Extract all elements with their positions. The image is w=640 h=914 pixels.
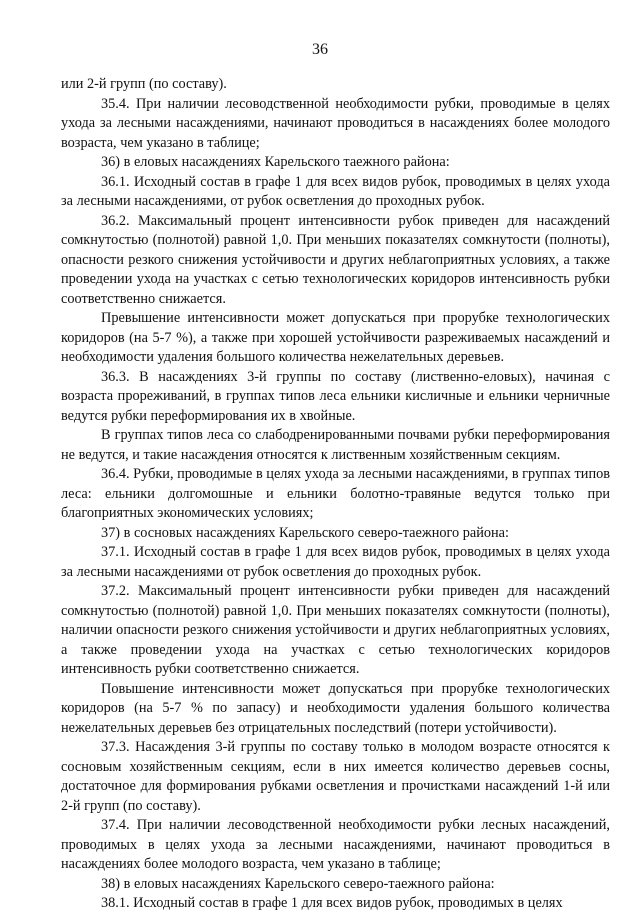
paragraph: 37.4. При наличии лесоводственной необходимости рубки лесных насаждений, проводимых в целях ухода за лесными насаждениями, начинают проводиться в насаждениях более молодого возраста, чем указано в таблице; [61,817,610,872]
paragraph: 36) в еловых насаждениях Карельского таежного района: [101,154,450,170]
paragraph: Повышение интенсивности может допускаться при прорубке технологических коридоров (на 5-7 % по запасу) и необходимости удаления большого количества нежелательных деревьев без отрицательных последствий (потери устойчивости). [61,680,610,736]
paragraph: Превышение интенсивности может допускаться при прорубке технологических коридоров (на 5-7 %), а также при хорошей устойчивости разреживаемых насаждений и необходимости удаления большого количества нежелательных деревьев. [61,310,610,365]
paragraph: 36.3. В насаждениях 3-й группы по составу (лиственно-еловых), начиная с возраста прореживаний, в группах типов леса ельники кисличные и ельники черничные ведутся рубки переформирования их в хвойные. [61,368,610,424]
paragraph: В группах типов леса со слабодренированными почвами рубки переформирования не ведутся, и такие насаждения относятся к лиственным хозяйственным секциям. [61,427,610,463]
paragraph: 37.1. Исходный состав в графе 1 для всех видов рубок, проводимых в целях ухода за лесными насаждениями от рубок осветления до проходных рубок. [61,544,610,580]
page-number: 36 [312,41,328,58]
paragraph: 38.1. Исходный состав в графе 1 для всех видов рубок, проводимых в целях [101,895,563,911]
paragraph: 36.2. Максимальный процент интенсивности рубок приведен для насаждений сомкнутостью (полнотой) равной 1,0. При меньших показателях сомкнутости (полноты), опасности резкого снижения устойчивости и других неблагоприятных условиях, а также проведении ухода на участках с сетью технологических коридоров интенсивность рубки соответственно снижается. [61,212,610,307]
paragraph: 35.4. При наличии лесоводственной необходимости рубки, проводимые в целях ухода за лесными насаждениями, начинают проводиться в насаждениях более молодого возраста, чем указано в таблице; [61,95,610,151]
paragraph: 37) в сосновых насаждениях Карельского северо-таежного района: [101,524,509,541]
paragraph: 36.1. Исходный состав в графе 1 для всех видов рубок, проводимых в целях ухода за лесными насаждениями, от рубок осветления до проходных рубок. [61,173,610,209]
paragraph: 38) в еловых насаждениях Карельского северо-таежного района: [101,875,495,892]
paragraph: или 2-й групп (по составу). [61,76,227,92]
document-body [61,75,610,914]
paragraph: 36.4. Рубки, проводимые в целях ухода за лесными насаждениями, в группах типов леса: ельники долгомошные и ельники болотно-травяные ведутся только при благоприятных экономических условиях; [61,466,610,521]
paragraph: 37.3. Насаждения 3-й группы по составу только в молодом возрасте относятся к сосновым хозяйственным секциям, если в них имеется количество деревьев сосны, достаточное для формирования рубками осветления и прочистками насаждений 1-й или 2-й групп (по составу). [61,739,610,814]
paragraph: 37.2. Максимальный процент интенсивности рубки приведен для насаждений сомкнутостью (полнотой) равной 1,0. При меньших показателях сомкнутости (полноты), наличии опасности резкого снижения устойчивости и других неблагоприятных условиях, а также проведении ухода на участках с сетью технологических коридоров интенсивность рубки соответственно снижается. [61,583,610,677]
